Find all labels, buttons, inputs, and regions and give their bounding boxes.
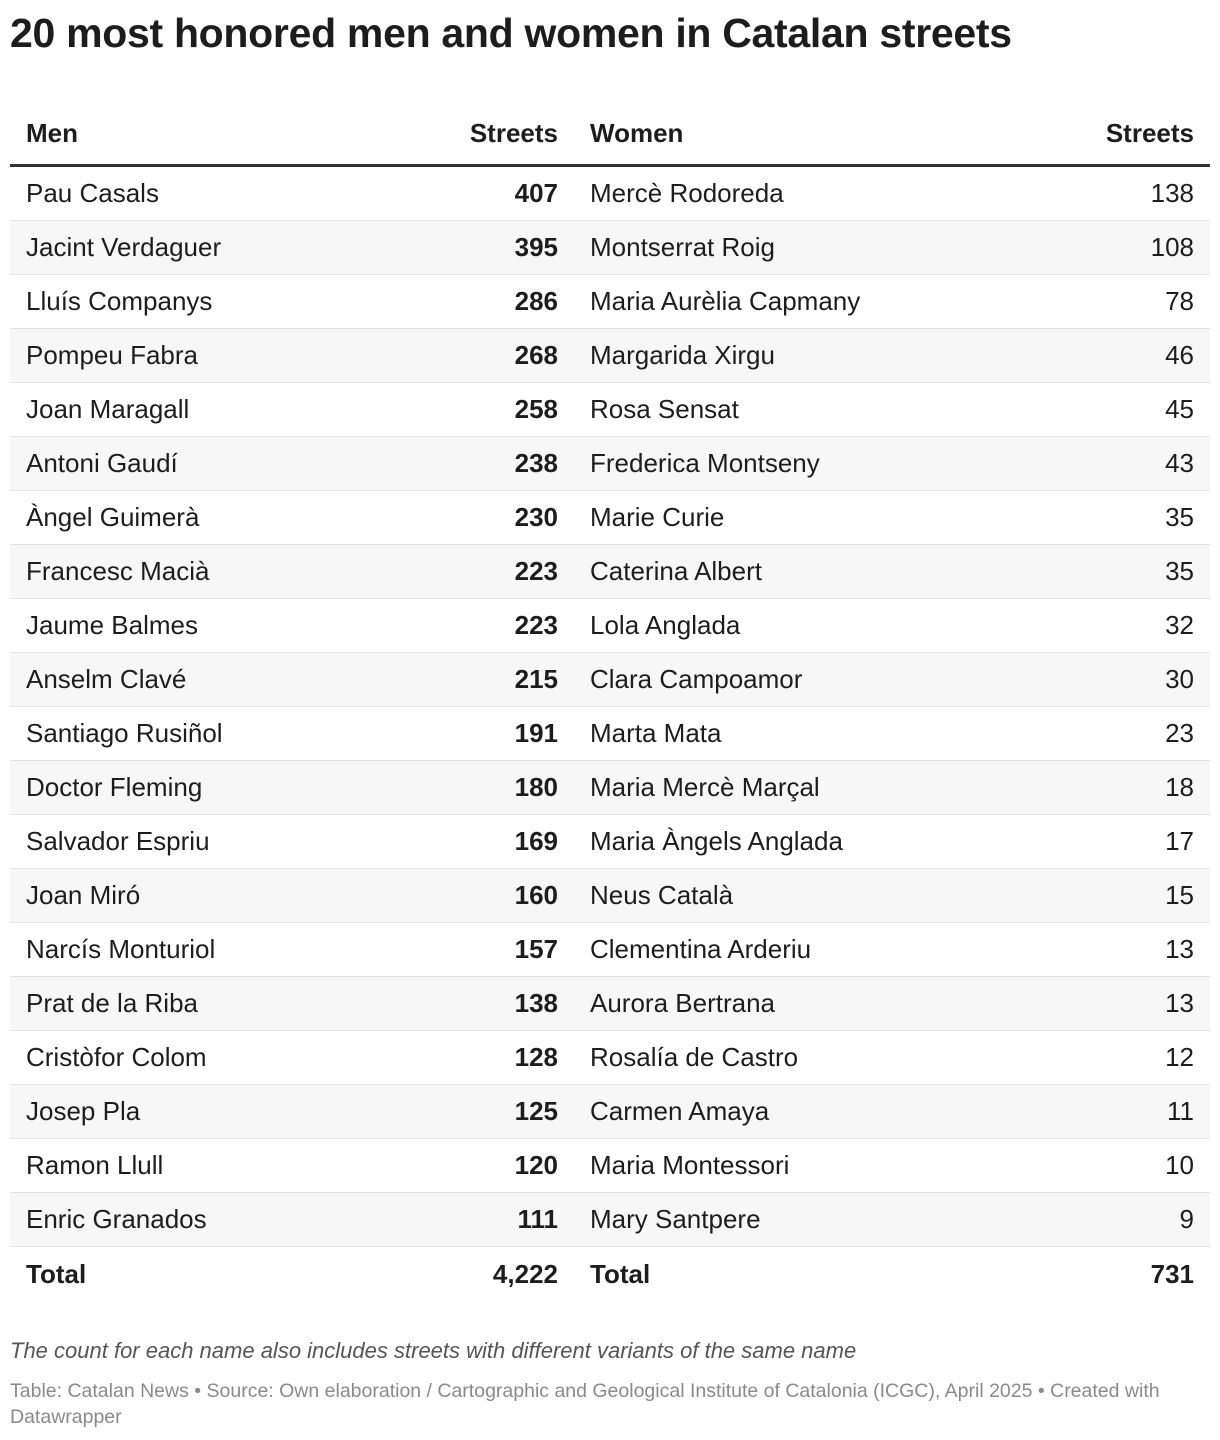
- cell-man-name: Àngel Guimerà: [10, 491, 374, 545]
- total-men-streets: 4,222: [492, 1258, 558, 1289]
- data-table: [10, 102, 1210, 1301]
- cell-man-streets: 258: [374, 383, 574, 437]
- cell-woman-name: Clara Campoamor: [574, 653, 990, 707]
- cell-woman-name: Frederica Montseny: [574, 437, 990, 491]
- cell-man-streets: 286: [374, 275, 574, 329]
- header-women[interactable]: Women: [574, 102, 990, 166]
- cell-man-streets: 230: [374, 491, 574, 545]
- table-row: [10, 869, 1210, 923]
- total-label-women: Total: [590, 1258, 651, 1289]
- table-row: [10, 653, 1210, 707]
- cell-man-streets: 169: [374, 815, 574, 869]
- cell-woman-name: Maria Mercè Marçal: [574, 761, 990, 815]
- cell-man-streets: 407: [374, 166, 574, 221]
- cell-woman-name: Mary Santpere: [574, 1193, 990, 1247]
- cell-man-streets: 395: [374, 221, 574, 275]
- table-row: [10, 977, 1210, 1031]
- cell-woman-streets: 15: [990, 869, 1210, 923]
- cell-man-name: Antoni Gaudí: [10, 437, 374, 491]
- cell-woman-name: Maria Àngels Anglada: [574, 815, 990, 869]
- table-row: [10, 1139, 1210, 1193]
- cell-man-name: Narcís Monturiol: [10, 923, 374, 977]
- cell-woman-streets: 30: [990, 653, 1210, 707]
- cell-man-streets: 268: [374, 329, 574, 383]
- cell-man-streets: 111: [374, 1193, 574, 1247]
- cell-man-name: Anselm Clavé: [10, 653, 374, 707]
- table-row: [10, 761, 1210, 815]
- cell-woman-streets: 10: [990, 1139, 1210, 1193]
- cell-woman-name: Lola Anglada: [574, 599, 990, 653]
- cell-woman-streets: 46: [990, 329, 1210, 383]
- cell-man-name: Josep Pla: [10, 1085, 374, 1139]
- cell-woman-streets: 35: [990, 491, 1210, 545]
- table-row: [10, 383, 1210, 437]
- cell-woman-streets: 43: [990, 437, 1210, 491]
- cell-woman-streets: 32: [990, 599, 1210, 653]
- cell-woman-name: Margarida Xirgu: [574, 329, 990, 383]
- table-row: [10, 1193, 1210, 1247]
- cell-woman-name: Mercè Rodoreda: [574, 166, 990, 221]
- table-row: [10, 329, 1210, 383]
- cell-man-name: Lluís Companys: [10, 275, 374, 329]
- cell-woman-streets: 13: [990, 977, 1210, 1031]
- cell-man-streets: 180: [374, 761, 574, 815]
- cell-woman-name: Aurora Bertrana: [574, 977, 990, 1031]
- cell-woman-name: Rosa Sensat: [574, 383, 990, 437]
- cell-woman-streets: 35: [990, 545, 1210, 599]
- cell-man-name: Doctor Fleming: [10, 761, 374, 815]
- cell-man-name: Joan Maragall: [10, 383, 374, 437]
- cell-woman-name: Maria Montessori: [574, 1139, 990, 1193]
- cell-man-streets: 157: [374, 923, 574, 977]
- cell-woman-streets: 78: [990, 275, 1210, 329]
- table-row: [10, 491, 1210, 545]
- cell-woman-name: Clementina Arderiu: [574, 923, 990, 977]
- cell-man-name: Joan Miró: [10, 869, 374, 923]
- cell-man-streets: 238: [374, 437, 574, 491]
- cell-woman-name: Marie Curie: [574, 491, 990, 545]
- table-row: [10, 1031, 1210, 1085]
- header-men-streets[interactable]: Streets: [374, 102, 574, 166]
- cell-woman-streets: 13: [990, 923, 1210, 977]
- cell-man-streets: 138: [374, 977, 574, 1031]
- table-row: [10, 815, 1210, 869]
- table-row: [10, 707, 1210, 761]
- cell-woman-streets: 11: [990, 1085, 1210, 1139]
- cell-woman-streets: 45: [990, 383, 1210, 437]
- header-row: [10, 102, 1210, 166]
- cell-man-name: Ramon Llull: [10, 1139, 374, 1193]
- cell-man-name: Jaume Balmes: [10, 599, 374, 653]
- total-women-streets: 731: [1150, 1258, 1194, 1289]
- cell-man-streets: 191: [374, 707, 574, 761]
- cell-woman-streets: 12: [990, 1031, 1210, 1085]
- table-row: [10, 599, 1210, 653]
- cell-man-streets: 223: [374, 599, 574, 653]
- header-women-streets[interactable]: Streets: [990, 102, 1210, 166]
- cell-woman-name: Maria Aurèlia Capmany: [574, 275, 990, 329]
- table-row: [10, 923, 1210, 977]
- table-row: [10, 1085, 1210, 1139]
- cell-man-name: Salvador Espriu: [10, 815, 374, 869]
- cell-woman-streets: 138: [990, 166, 1210, 221]
- cell-man-name: Cristòfor Colom: [10, 1031, 374, 1085]
- table-note: The count for each name also includes streets with different variants of the same name: [10, 1338, 857, 1363]
- cell-woman-name: Marta Mata: [574, 707, 990, 761]
- cell-man-name: Prat de la Riba: [10, 977, 374, 1031]
- cell-man-streets: 215: [374, 653, 574, 707]
- table-row: [10, 545, 1210, 599]
- cell-woman-streets: 18: [990, 761, 1210, 815]
- cell-man-name: Francesc Macià: [10, 545, 374, 599]
- chart-title: 20 most honored men and women in Catalan streets: [10, 10, 1012, 56]
- cell-woman-name: Neus Català: [574, 869, 990, 923]
- cell-woman-name: Montserrat Roig: [574, 221, 990, 275]
- total-label-men: Total: [26, 1258, 87, 1289]
- table-row: [10, 166, 1210, 221]
- table-body: [10, 166, 1210, 1247]
- cell-woman-name: Rosalía de Castro: [574, 1031, 990, 1085]
- cell-man-streets: 120: [374, 1139, 574, 1193]
- cell-woman-streets: 108: [990, 221, 1210, 275]
- total-row: [10, 1247, 1210, 1302]
- table-row: [10, 437, 1210, 491]
- cell-man-name: Jacint Verdaguer: [10, 221, 374, 275]
- cell-man-streets: 125: [374, 1085, 574, 1139]
- cell-man-streets: 223: [374, 545, 574, 599]
- cell-woman-streets: 9: [990, 1193, 1210, 1247]
- cell-man-name: Pau Casals: [10, 166, 374, 221]
- cell-woman-name: Carmen Amaya: [574, 1085, 990, 1139]
- table-row: [10, 275, 1210, 329]
- header-men[interactable]: Men: [10, 102, 374, 166]
- table-row: [10, 221, 1210, 275]
- cell-woman-streets: 17: [990, 815, 1210, 869]
- source-line: Table: Catalan News • Source: Own elaboration / Cartographic and Geological Institute of Catalonia (ICGC), April 2025 • Created with Datawrapper: [10, 1380, 1160, 1428]
- cell-woman-name: Caterina Albert: [574, 545, 990, 599]
- cell-man-streets: 160: [374, 869, 574, 923]
- cell-man-name: Santiago Rusiñol: [10, 707, 374, 761]
- cell-man-streets: 128: [374, 1031, 574, 1085]
- cell-woman-streets: 23: [990, 707, 1210, 761]
- cell-man-name: Enric Granados: [10, 1193, 374, 1247]
- cell-man-name: Pompeu Fabra: [10, 329, 374, 383]
